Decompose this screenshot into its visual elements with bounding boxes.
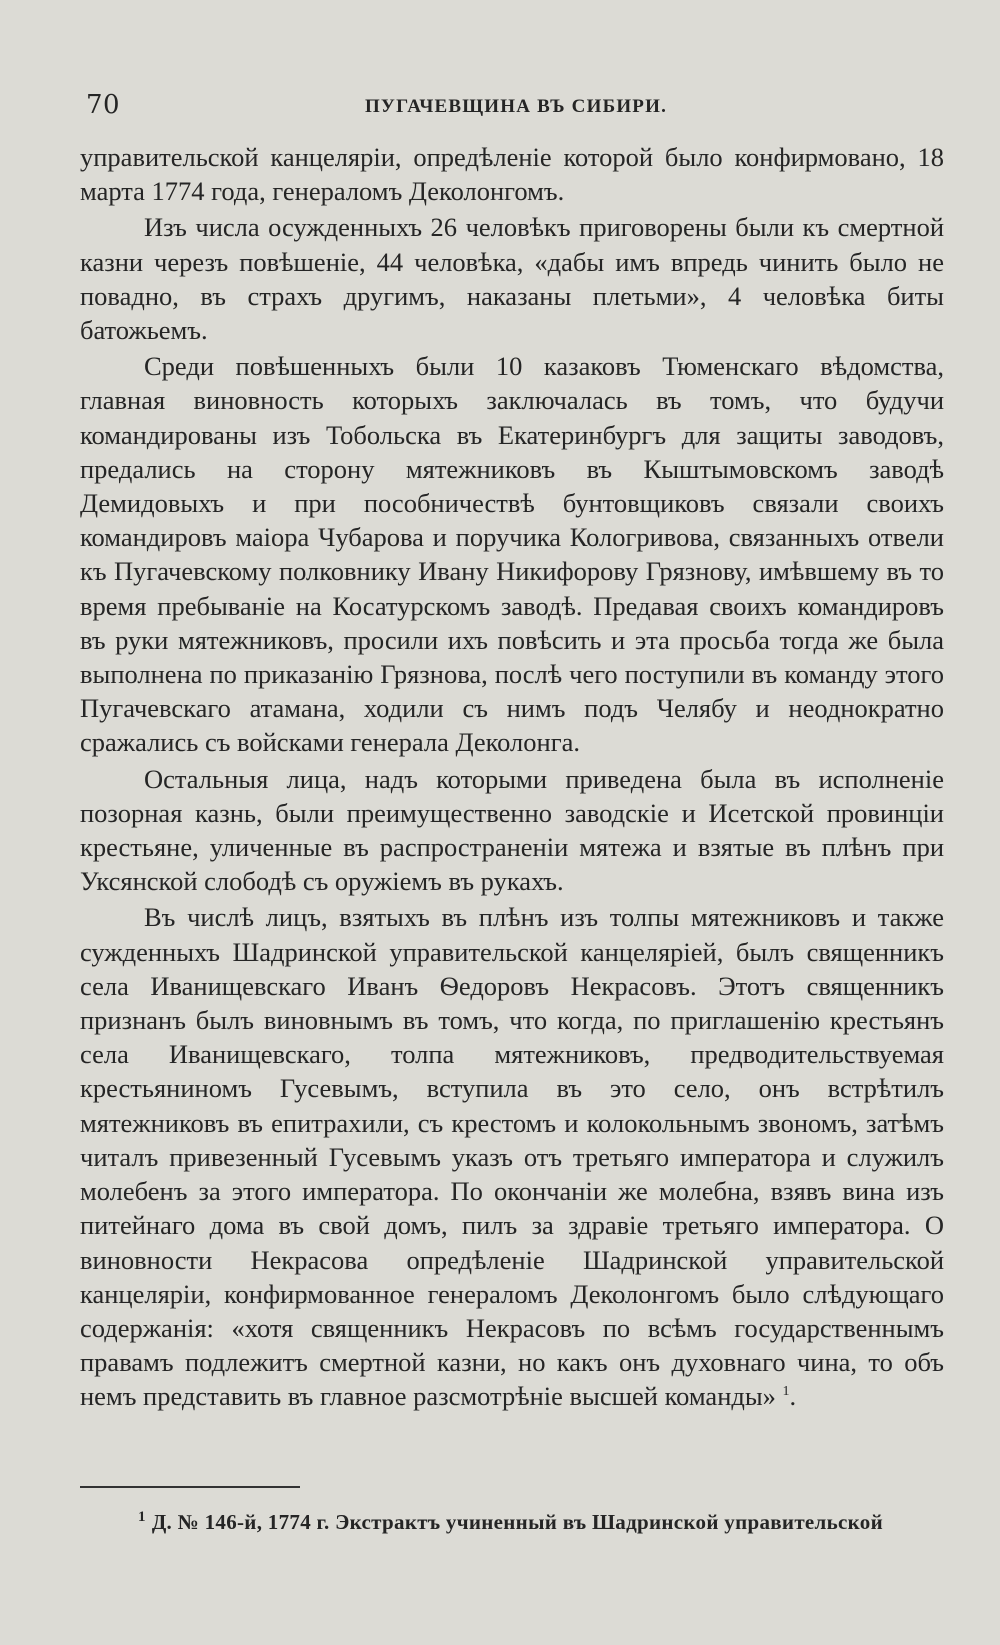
body-text [80, 140, 944, 1416]
page-header [86, 90, 946, 130]
footnote-text: Д. № 146-й, 1774 г. Экстрактъ учиненный въ Шадринской управительской [151, 1510, 883, 1534]
running-title: ПУГАЧЕВЩИНА ВЪ СИБИРИ. [364, 96, 668, 117]
footnote-divider [80, 1486, 300, 1488]
paragraph-1: управительской канцеляріи, опредѣленіе которой было конфирмовано, 18 марта 1774 года, генераломъ Деколонгомъ. [80, 142, 944, 207]
footnote [80, 1508, 944, 1536]
paragraph-5-text: Въ числѣ лицъ, взятыхъ въ плѣнъ изъ толпы мятежниковъ и также сужденныхъ Шадринской управительской канцеляріей, былъ священникъ села Иванищевскаго Иванъ Ѳедоровъ Некрасовъ. Этотъ священникъ признанъ былъ виновнымъ въ томъ, что когда, по приглашенію крестьянъ села Иванищевскаго, толпа мятежниковъ, предводительствуемая крестьяниномъ Гусевымъ, вступила въ это село, онъ встрѣтилъ мятежниковъ въ епитрахили, съ крестомъ и колокольнымъ звономъ, затѣмъ читалъ привезенный Гусевымъ указъ отъ третьяго императора и служилъ молебенъ за этого императора. По окончаніи же молебна, взявъ вина изъ питейнаго дома въ свой домъ, пилъ за здравіе третьяго императора. О виновности Некрасова опредѣленіе Шадринской управительской канцеляріи, конфирмованное генераломъ Деколонгомъ было слѣдующаго содержанія: «хотя священникъ Некрасовъ по всѣмъ государственнымъ правамъ подлежитъ смертной казни, но какъ онъ духовнаго чина, то объ немъ представить въ главное разсмотрѣніе высшей команды» [80, 902, 944, 1412]
footnote-marker: 1 [138, 1509, 146, 1525]
paragraph-4: Остальныя лица, надъ которыми приведена была въ исполненіе позорная казнь, были преимущественно заводскіе и Исетской провинціи крестьяне, уличенные въ распространеніи мятежа и взятые въ плѣнъ при Уксянской слободѣ съ оружіемъ въ рукахъ. [80, 763, 944, 897]
footnote-reference: 1 [782, 1384, 790, 1400]
paragraph-5: Въ числѣ лицъ, взятыхъ въ плѣнъ изъ толпы мятежниковъ и также сужденныхъ Шадринской управительской канцеляріей, былъ священникъ села Иванищевскаго Иванъ Ѳедоровъ Некрасовъ. Этотъ священникъ признанъ былъ виновнымъ въ томъ, что когда, по приглашенію крестьянъ села Иванищевскаго, толпа мятежниковъ, предводительствуемая крестьяниномъ Гусевымъ, вступила въ это село, онъ встрѣтилъ мятежниковъ въ епитрахили, съ крестомъ и колокольнымъ звономъ, затѣмъ читалъ привезенный Гусевымъ указъ отъ третьяго императора и служилъ молебенъ за этого императора. По окончаніи же молебна, взявъ вина изъ питейнаго дома въ свой домъ, пилъ за здравіе третьяго императора. О виновности Некрасова опредѣленіе Шадринской управительской канцеляріи, конфирмованное генераломъ Деколонгомъ было слѣдующаго содержанія: «хотя священникъ Некрасовъ по всѣмъ государственнымъ правамъ подлежитъ смертной казни, но какъ онъ духовнаго чина, то объ немъ представить въ главное разсмотрѣніе высшей команды» $^1$. [80, 902, 944, 1412]
paragraph-2: Изъ числа осужденныхъ 26 человѣкъ приговорены были къ смертной казни черезъ повѣшеніе, 44 человѣка, «дабы имъ впредь чинить было не повадно, въ страхъ другимъ, наказаны плетьми», 4 человѣка биты батожьемъ. [80, 212, 944, 346]
paragraph-3: Среди повѣшенныхъ были 10 казаковъ Тюменскаго вѣдомства, главная виновность которыхъ заключалась въ томъ, что будучи командированы изъ Тобольска въ Екатеринбургъ для защиты заводовъ, предались на сторону мятежниковъ въ Кыштымовскомъ заводѣ Демидовыхъ и при пособничествѣ бунтовщиковъ связали своихъ командировъ маіора Чубарова и поручика Кологривова, связанныхъ отвели къ Пугачевскому полковнику Ивану Никифорову Грязнову, имѣвшему въ то время пребываніе на Косатурскомъ заводѣ. Предавая своихъ командировъ въ руки мятежниковъ, просили ихъ повѣсить и эта просьба тогда же была выполнена по приказанію Грязнова, послѣ чего поступили въ команду этого Пугачевскаго атамана, ходили съ нимъ подъ Челябу и неоднократно сражались съ войсками генерала Деколонга. [80, 351, 944, 758]
page-number: 70 [86, 90, 121, 120]
